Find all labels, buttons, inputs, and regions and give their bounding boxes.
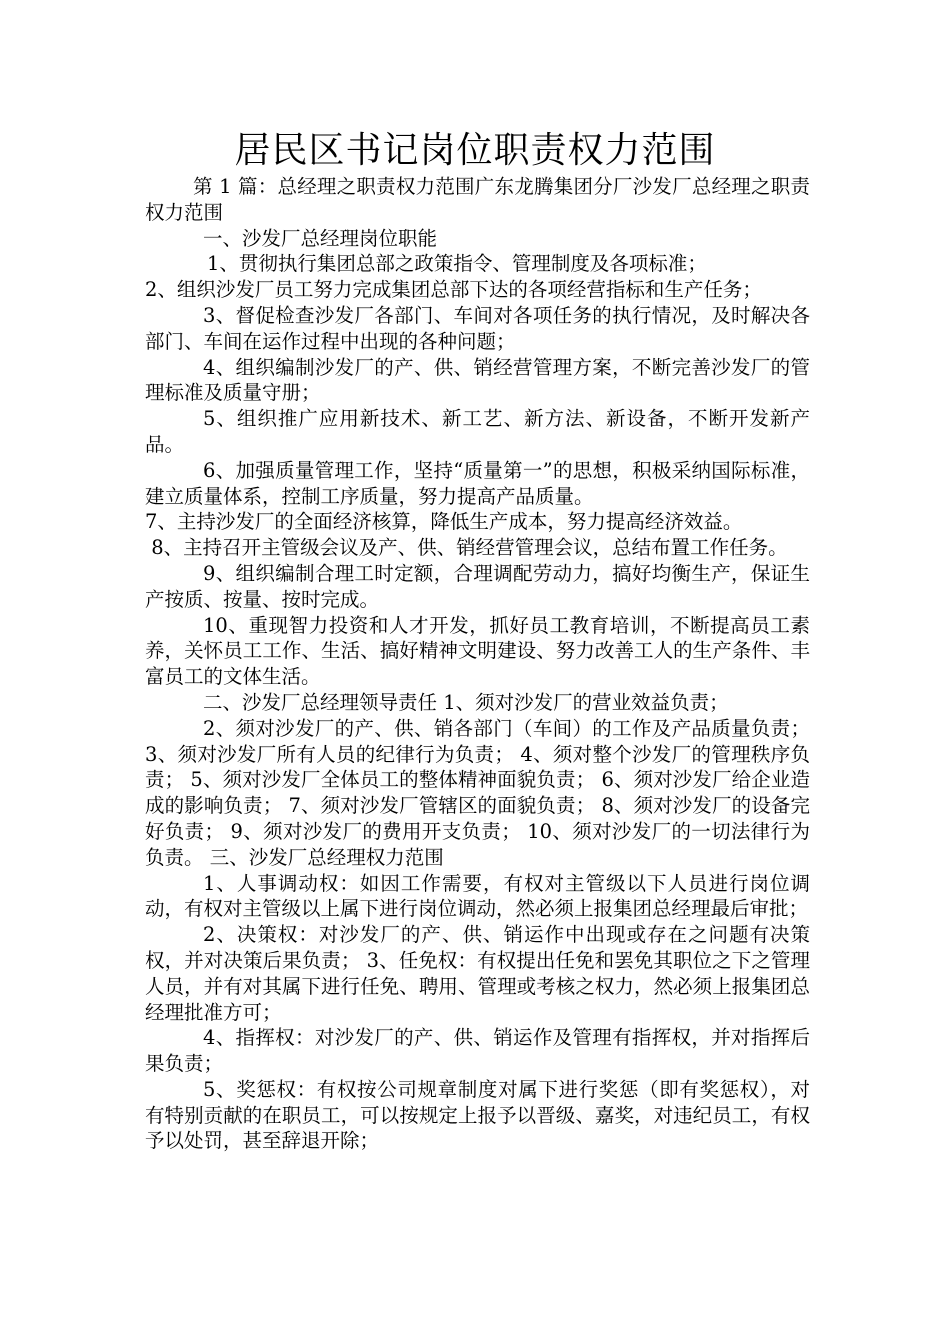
paragraph-responsibilities: 2、须对沙发厂的产、供、销各部门（车间）的工作及产品质量负责； 3、须对沙发厂所有人员的纪律行为负责； 4、须对整个沙发厂的管理秩序负责； 5、须对沙发厂全体员工的整体精神面貌负责； 6、须对沙发厂给企业造成的影响负责； 7、须对沙发厂管辖区的面貌负责； 8、须对沙发厂的设备完好负责； 9、须对沙发厂的费用开支负责； 10、须对沙发厂的一切法律行为负责。 三、沙发厂总经理权力范围	[145, 716, 810, 869]
paragraph-section-1-heading: 一、沙发厂总经理岗位职能	[203, 226, 438, 250]
paragraph-duty-3: 3、督促检查沙发厂各部门、车间对各项任务的执行情况，及时解决各部门、车间在运作过程中出现的各种问题；	[145, 303, 810, 353]
paragraph-duty-4: 4、组织编制沙发厂的产、供、销经营管理方案，不断完善沙发厂的管理标准及质量守册；	[145, 355, 810, 405]
paragraph-duty-6: 6、加强质量管理工作，坚持“质量第一”的思想，积极采纳国际标准，建立质量体系，控制工序质量，努力提高产品质量。	[145, 458, 810, 508]
paragraph-power-4: 4、指挥权：对沙发厂的产、供、销运作及管理有指挥权，并对指挥后果负责；	[145, 1026, 810, 1076]
paragraph-part-1: 第 1 篇：总经理之职责权力范围广东龙腾集团分厂沙发厂总经理之职责权力范围	[145, 175, 810, 224]
paragraph-duty-10: 10、重现智力投资和人才开发，抓好员工教育培训，不断提高员工素养，关怀员工工作、生活、搞好精神文明建设、努力改善工人的生产条件、丰富员工的文体生活。	[145, 613, 810, 689]
paragraph-duty-8: 8、主持召开主管级会议及产、供、销经营管理会议，总结布置工作任务。	[145, 536, 788, 560]
paragraph-power-1: 1、人事调动权：如因工作需要，有权对主管级以下人员进行岗位调动，有权对主管级以上属下进行岗位调动，然必须上报集团总经理最后审批；	[145, 871, 810, 921]
paragraph-power-2-3: 2、决策权：对沙发厂的产、供、销运作中出现或存在之问题有决策权，并对决策后果负责； 3、任免权：有权提出任免和罢免其职位之下之管理人员，并有对其属下进行任免、聘用、管理或考核之权力，然必须上报集团总经理批准方可；	[145, 923, 810, 1024]
paragraph-duty-7: 7、主持沙发厂的全面经济核算，降低生产成本，努力提高经济效益。	[145, 510, 743, 534]
document-body	[145, 174, 810, 1154]
paragraph-duty-2: 2、组织沙发厂员工努力完成集团总部下达的各项经营指标和生产任务；	[145, 278, 762, 302]
paragraph-duty-9: 9、组织编制合理工时定额，合理调配劳动力，搞好均衡生产，保证生产按质、按量、按时完成。	[145, 561, 810, 611]
paragraph-duty-1: 1、贯彻执行集团总部之政策指令、管理制度及各项标准；	[207, 252, 707, 276]
paragraph-section-2-heading: 二、沙发厂总经理领导责任 1、须对沙发厂的营业效益负责；	[203, 690, 729, 714]
paragraph-power-5: 5、奖惩权：有权按公司规章制度对属下进行奖惩（即有奖惩权），对有特别贡献的在职员工，可以按规定上报予以晋级、嘉奖，对违纪员工，有权予以处罚，甚至辞退开除；	[145, 1077, 810, 1153]
document-title: 居民区书记岗位职责权力范围	[234, 130, 716, 171]
paragraph-duty-5: 5、组织推广应用新技术、新工艺、新方法、新设备，不断开发新产品。	[145, 407, 810, 456]
